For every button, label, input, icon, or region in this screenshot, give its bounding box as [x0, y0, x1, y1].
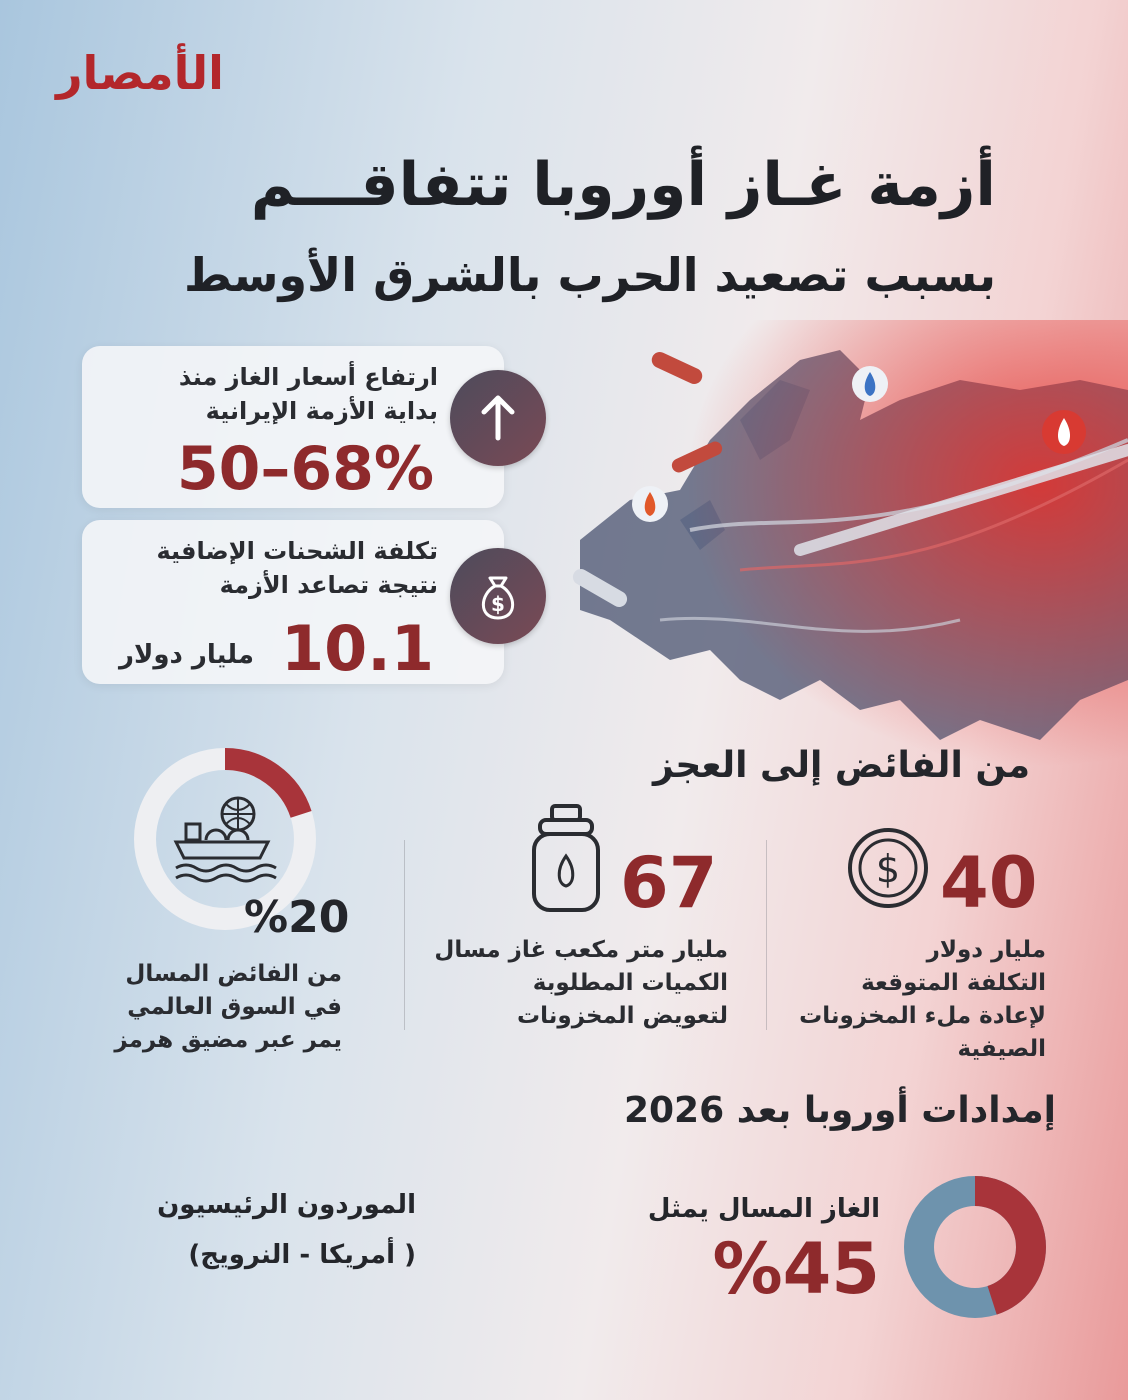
lng-share-label: الغاز المسال يمثل — [647, 1194, 880, 1224]
stat-67-description — [408, 934, 728, 1033]
suppliers-label: الموردون الرئيسيون — [157, 1190, 416, 1220]
stat-67-line3: لتعويض المخزونات — [517, 1003, 728, 1029]
shipment-cost-label-line2: نتيجة تصاعد الأزمة — [219, 571, 438, 599]
section-deficit-heading: من الفائض إلى العجز — [653, 745, 1030, 786]
svg-text:$: $ — [491, 592, 505, 616]
section-supply-heading: إمدادات أوروبا بعد 2026 — [623, 1090, 1056, 1131]
europe-map-illustration — [540, 320, 1128, 790]
stat-67-line2: الكميات المطلوبة — [532, 970, 728, 996]
shipment-cost-value: 10.1 — [281, 612, 434, 685]
page-title: أزمة غـاز أوروبا تتفاقـــم — [250, 150, 996, 220]
shipment-cost-label — [118, 534, 438, 602]
dollar-coin-icon — [846, 826, 930, 914]
money-bag-icon — [450, 548, 546, 644]
divider-left — [404, 840, 405, 1030]
gas-price-label — [118, 360, 438, 428]
stat-40-line3: لإعادة ملء المخزونات — [799, 1003, 1046, 1029]
stat-40-line1: مليار دولار — [926, 937, 1046, 963]
gas-price-label-line2: بداية الأزمة الإيرانية — [205, 397, 438, 425]
stat-40-description — [766, 934, 1046, 1066]
lng-share-value: %45 — [712, 1228, 880, 1310]
gas-cylinder-icon — [528, 802, 604, 922]
suppliers-value: ( أمريكا - النرويج) — [188, 1240, 416, 1270]
stat-20-line1: من الفائض المسال — [125, 961, 342, 987]
stat-67-line1: مليار متر مكعب غاز مسال — [434, 937, 728, 963]
brand-logo — [40, 38, 240, 124]
gas-price-label-line1: ارتفاع أسعار الغاز منذ — [178, 363, 438, 391]
shipment-cost-label-line1: تكلفة الشحنات الإضافية — [156, 537, 438, 565]
page-subtitle: بسبب تصعيد الحرب بالشرق الأوسط — [183, 248, 996, 302]
stat-20-value: %20 — [244, 892, 350, 943]
logo-text: الأمصار — [56, 46, 224, 100]
shipment-cost-unit: مليار دولار — [119, 640, 254, 670]
lng-share-ring — [902, 1174, 1048, 1324]
stat-40-line2: التكلفة المتوقعة — [861, 970, 1046, 996]
lng-ship-icon — [172, 794, 278, 888]
arrow-up-icon — [450, 370, 546, 466]
stat-20-description — [102, 958, 342, 1057]
stat-20-line2: في السوق العالمي — [127, 994, 342, 1020]
stat-40-line4: الصيفية — [957, 1036, 1046, 1062]
stat-40-value: 40 — [940, 842, 1038, 924]
stat-20-line3: يمر عبر مضيق هرمز — [114, 1027, 342, 1053]
stat-67-value: 67 — [620, 842, 718, 924]
gas-price-value: 50–68% — [176, 434, 434, 504]
gas-price-card — [82, 346, 504, 508]
svg-text:$: $ — [875, 847, 901, 891]
shipment-cost-card — [82, 520, 504, 684]
